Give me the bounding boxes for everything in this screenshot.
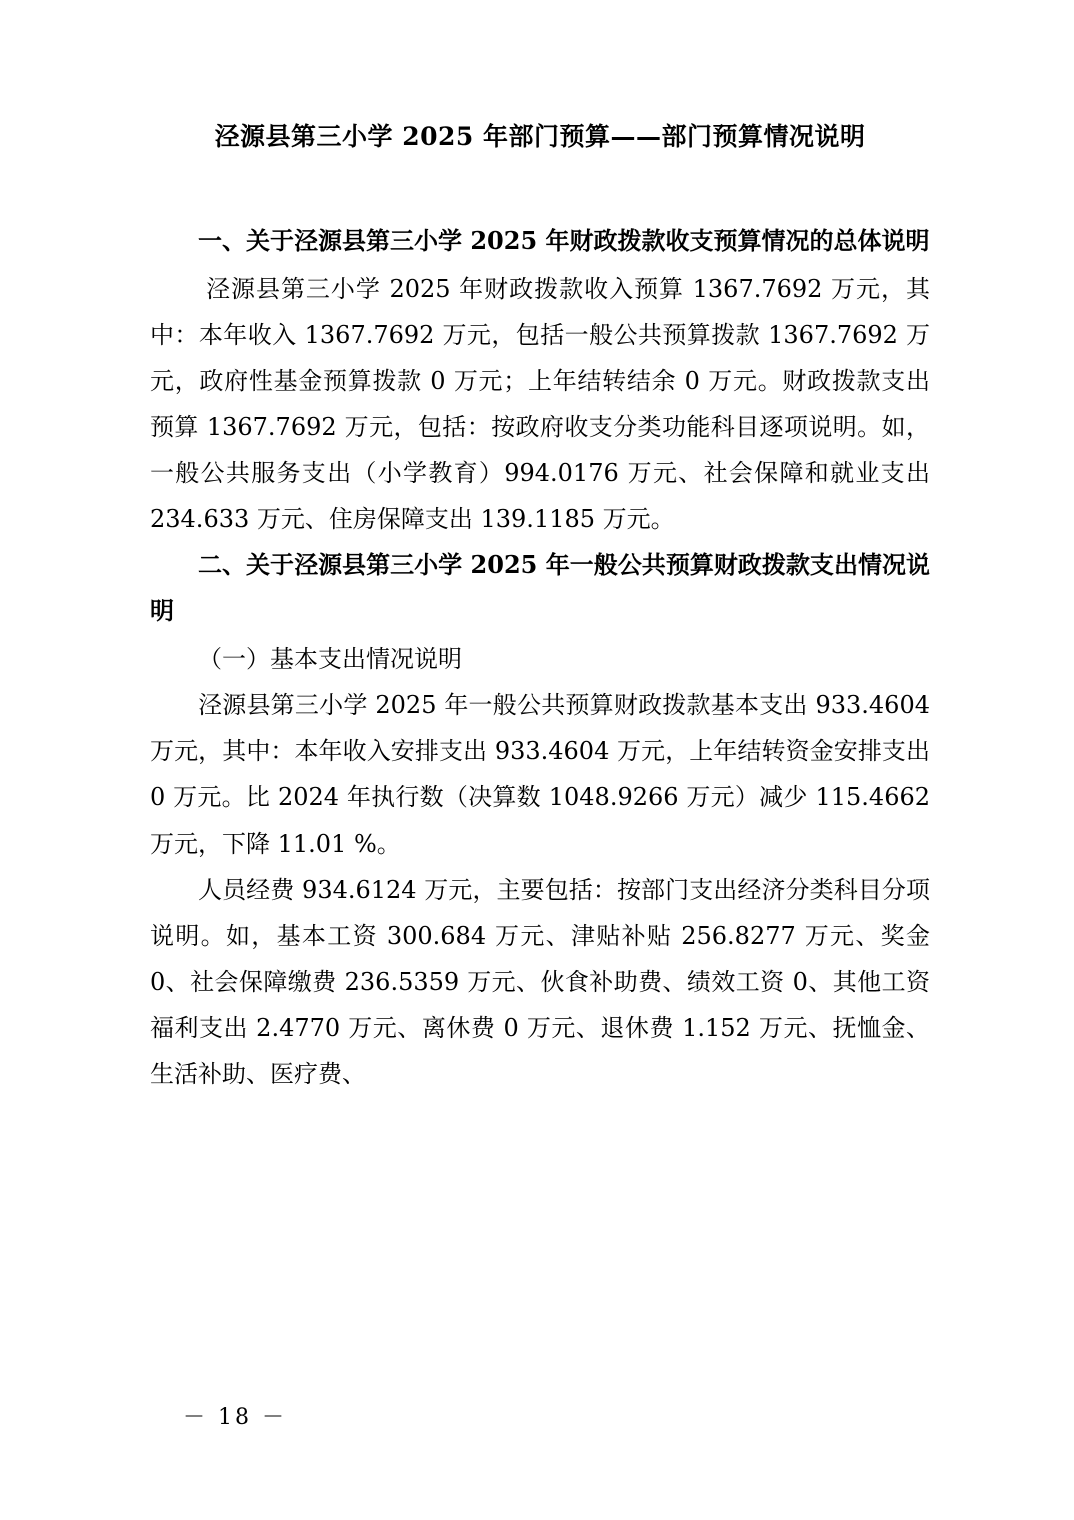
page-content [150,118,930,1097]
page-title: 泾源县第三小学 2025 年部门预算——部门预算情况说明 [214,122,866,151]
section-2-paragraph-2: 人员经费 934.6124 万元，主要包括：按部门支出经济分类科目分项说明。如，基本工资 300.684 万元、津贴补贴 256.8277 万元、奖金 0、社会保障缴费 236.5359 万元、伙食补助费、绩效工资 0、其他工资福利支出 2.4770 万元、离休费 0 万元、退休费 1.152 万元、抚恤金、生活补助、医疗费、 [150,875,930,1088]
section-1-paragraph-1: 泾源县第三小学 2025 年财政拨款收入预算 1367.7692 万元，其中：本年收入 1367.7692 万元，包括一般公共预算拨款 1367.7692 万元，政府性基金预算拨款 0 万元；上年结转结余 0 万元。财政拨款支出预算 1367.7692 万元，包括：按政府收支分类功能科目逐项说明。如，一般公共服务支出（小学教育）994.0176 万元、社会保障和就业支出 234.633 万元、住房保障支出 139.1185 万元。 [150,274,930,533]
section-2-subheading: （一）基本支出情况说明 [198,645,462,674]
page-number [0,1400,1074,1431]
section-2-paragraph-1: 泾源县第三小学 2025 年一般公共预算财政拨款基本支出 933.4604 万元，其中：本年收入安排支出 933.4604 万元，上年结转资金安排支出 0 万元。比 2024 年执行数（决算数 1048.9266 万元）减少 115.4662 万元，下降 11.01 %。 [150,691,930,858]
page-number-label: － 18 － [183,1405,287,1430]
section-heading-1: 一、关于泾源县第三小学 2025 年财政拨款收支预算情况的总体说明 [198,225,930,255]
section-heading-2: 二、关于泾源县第三小学 2025 年一般公共预算财政拨款支出情况说明 [150,550,930,626]
